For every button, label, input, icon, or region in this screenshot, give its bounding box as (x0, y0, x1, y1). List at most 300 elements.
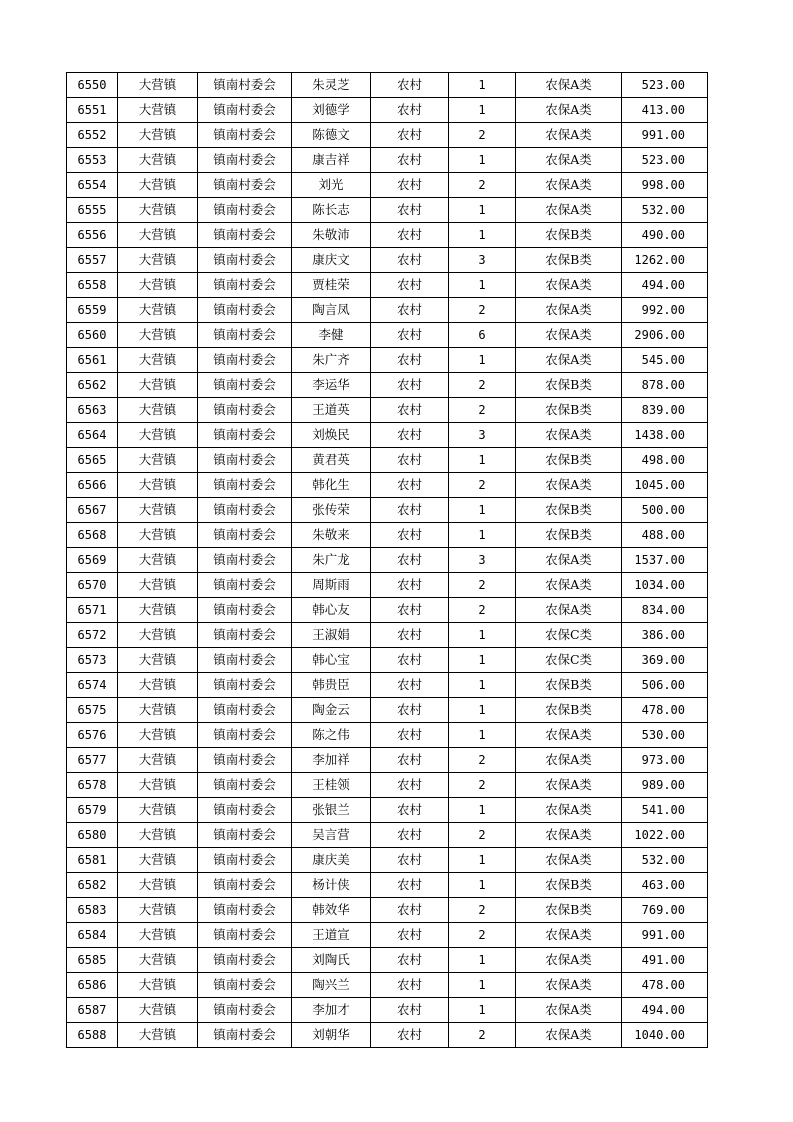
serial-number-cell: 6558 (67, 273, 118, 298)
household-count-cell: 2 (449, 1023, 516, 1048)
area-type-cell: 农村 (371, 848, 449, 873)
household-count-cell: 1 (449, 948, 516, 973)
town-cell: 大营镇 (118, 848, 198, 873)
serial-number-cell: 6550 (67, 73, 118, 98)
village-committee-cell: 镇南村委会 (198, 848, 292, 873)
household-count-cell: 1 (449, 348, 516, 373)
town-cell: 大营镇 (118, 198, 198, 223)
household-count-cell: 2 (449, 398, 516, 423)
serial-number-cell: 6583 (67, 898, 118, 923)
area-type-cell: 农村 (371, 498, 449, 523)
town-cell: 大营镇 (118, 798, 198, 823)
village-committee-cell: 镇南村委会 (198, 673, 292, 698)
town-cell: 大营镇 (118, 248, 198, 273)
name-cell: 刘朝华 (292, 1023, 371, 1048)
village-committee-cell: 镇南村委会 (198, 173, 292, 198)
town-cell: 大营镇 (118, 298, 198, 323)
town-cell: 大营镇 (118, 923, 198, 948)
serial-number-cell: 6553 (67, 148, 118, 173)
amount-cell: 488.00 (622, 523, 708, 548)
table-row (67, 448, 708, 473)
area-type-cell: 农村 (371, 698, 449, 723)
amount-cell: 541.00 (622, 798, 708, 823)
table-row (67, 798, 708, 823)
name-cell: 韩心友 (292, 598, 371, 623)
amount-cell: 878.00 (622, 373, 708, 398)
roster-table (66, 72, 708, 1048)
serial-number-cell: 6581 (67, 848, 118, 873)
table-row (67, 698, 708, 723)
village-committee-cell: 镇南村委会 (198, 723, 292, 748)
household-count-cell: 3 (449, 423, 516, 448)
name-cell: 张传荣 (292, 498, 371, 523)
area-type-cell: 农村 (371, 1023, 449, 1048)
serial-number-cell: 6563 (67, 398, 118, 423)
area-type-cell: 农村 (371, 323, 449, 348)
town-cell: 大营镇 (118, 523, 198, 548)
insurance-category-cell: 农保B类 (516, 248, 622, 273)
town-cell: 大营镇 (118, 498, 198, 523)
amount-cell: 1022.00 (622, 823, 708, 848)
serial-number-cell: 6564 (67, 423, 118, 448)
amount-cell: 839.00 (622, 398, 708, 423)
table-row (67, 273, 708, 298)
household-count-cell: 2 (449, 473, 516, 498)
name-cell: 刘陶氏 (292, 948, 371, 973)
amount-cell: 463.00 (622, 873, 708, 898)
insurance-category-cell: 农保A类 (516, 298, 622, 323)
area-type-cell: 农村 (371, 973, 449, 998)
table-row (67, 623, 708, 648)
name-cell: 朱广龙 (292, 548, 371, 573)
town-cell: 大营镇 (118, 998, 198, 1023)
town-cell: 大营镇 (118, 873, 198, 898)
town-cell: 大营镇 (118, 898, 198, 923)
household-count-cell: 2 (449, 773, 516, 798)
household-count-cell: 1 (449, 648, 516, 673)
area-type-cell: 农村 (371, 748, 449, 773)
serial-number-cell: 6573 (67, 648, 118, 673)
household-count-cell: 1 (449, 98, 516, 123)
household-count-cell: 1 (449, 273, 516, 298)
area-type-cell: 农村 (371, 248, 449, 273)
amount-cell: 523.00 (622, 73, 708, 98)
village-committee-cell: 镇南村委会 (198, 873, 292, 898)
amount-cell: 491.00 (622, 948, 708, 973)
household-count-cell: 1 (449, 973, 516, 998)
insurance-category-cell: 农保B类 (516, 448, 622, 473)
name-cell: 韩化生 (292, 473, 371, 498)
household-count-cell: 2 (449, 923, 516, 948)
area-type-cell: 农村 (371, 73, 449, 98)
table-row (67, 223, 708, 248)
insurance-category-cell: 农保A类 (516, 723, 622, 748)
table-row (67, 248, 708, 273)
name-cell: 陶兴兰 (292, 973, 371, 998)
insurance-category-cell: 农保A类 (516, 773, 622, 798)
serial-number-cell: 6556 (67, 223, 118, 248)
town-cell: 大营镇 (118, 823, 198, 848)
name-cell: 陶言凤 (292, 298, 371, 323)
name-cell: 朱广齐 (292, 348, 371, 373)
amount-cell: 413.00 (622, 98, 708, 123)
serial-number-cell: 6571 (67, 598, 118, 623)
table-row (67, 548, 708, 573)
amount-cell: 2906.00 (622, 323, 708, 348)
amount-cell: 834.00 (622, 598, 708, 623)
name-cell: 韩效华 (292, 898, 371, 923)
household-count-cell: 2 (449, 598, 516, 623)
household-count-cell: 1 (449, 998, 516, 1023)
serial-number-cell: 6555 (67, 198, 118, 223)
amount-cell: 989.00 (622, 773, 708, 798)
serial-number-cell: 6577 (67, 748, 118, 773)
area-type-cell: 农村 (371, 373, 449, 398)
serial-number-cell: 6567 (67, 498, 118, 523)
insurance-category-cell: 农保B类 (516, 873, 622, 898)
insurance-category-cell: 农保B类 (516, 498, 622, 523)
village-committee-cell: 镇南村委会 (198, 373, 292, 398)
name-cell: 王道宣 (292, 923, 371, 948)
insurance-category-cell: 农保B类 (516, 673, 622, 698)
village-committee-cell: 镇南村委会 (198, 948, 292, 973)
serial-number-cell: 6561 (67, 348, 118, 373)
table-row (67, 723, 708, 748)
amount-cell: 1034.00 (622, 573, 708, 598)
table-row (67, 123, 708, 148)
amount-cell: 506.00 (622, 673, 708, 698)
insurance-category-cell: 农保A类 (516, 548, 622, 573)
town-cell: 大营镇 (118, 173, 198, 198)
household-count-cell: 2 (449, 898, 516, 923)
name-cell: 康吉祥 (292, 148, 371, 173)
amount-cell: 494.00 (622, 998, 708, 1023)
insurance-category-cell: 农保A类 (516, 323, 622, 348)
serial-number-cell: 6588 (67, 1023, 118, 1048)
household-count-cell: 1 (449, 673, 516, 698)
village-committee-cell: 镇南村委会 (198, 148, 292, 173)
village-committee-cell: 镇南村委会 (198, 773, 292, 798)
area-type-cell: 农村 (371, 623, 449, 648)
household-count-cell: 2 (449, 373, 516, 398)
village-committee-cell: 镇南村委会 (198, 1023, 292, 1048)
table-row (67, 298, 708, 323)
serial-number-cell: 6574 (67, 673, 118, 698)
name-cell: 李加祥 (292, 748, 371, 773)
table-row (67, 923, 708, 948)
area-type-cell: 农村 (371, 423, 449, 448)
village-committee-cell: 镇南村委会 (198, 598, 292, 623)
table-row (67, 948, 708, 973)
name-cell: 李健 (292, 323, 371, 348)
amount-cell: 532.00 (622, 848, 708, 873)
insurance-category-cell: 农保B类 (516, 898, 622, 923)
name-cell: 贾桂荣 (292, 273, 371, 298)
table-row (67, 473, 708, 498)
area-type-cell: 农村 (371, 648, 449, 673)
insurance-category-cell: 农保A类 (516, 973, 622, 998)
household-count-cell: 1 (449, 798, 516, 823)
insurance-category-cell: 农保A类 (516, 598, 622, 623)
table-row (67, 323, 708, 348)
insurance-category-cell: 农保C类 (516, 623, 622, 648)
amount-cell: 769.00 (622, 898, 708, 923)
town-cell: 大营镇 (118, 648, 198, 673)
serial-number-cell: 6575 (67, 698, 118, 723)
insurance-category-cell: 农保A类 (516, 948, 622, 973)
table-row (67, 373, 708, 398)
insurance-category-cell: 农保B类 (516, 398, 622, 423)
serial-number-cell: 6566 (67, 473, 118, 498)
area-type-cell: 农村 (371, 598, 449, 623)
name-cell: 刘德学 (292, 98, 371, 123)
name-cell: 康庆美 (292, 848, 371, 873)
insurance-category-cell: 农保A类 (516, 148, 622, 173)
area-type-cell: 农村 (371, 173, 449, 198)
insurance-category-cell: 农保A类 (516, 798, 622, 823)
area-type-cell: 农村 (371, 273, 449, 298)
roster-table-body (67, 73, 708, 1048)
table-row (67, 398, 708, 423)
table-row (67, 598, 708, 623)
household-count-cell: 3 (449, 548, 516, 573)
town-cell: 大营镇 (118, 548, 198, 573)
area-type-cell: 农村 (371, 223, 449, 248)
area-type-cell: 农村 (371, 773, 449, 798)
amount-cell: 532.00 (622, 198, 708, 223)
serial-number-cell: 6557 (67, 248, 118, 273)
town-cell: 大营镇 (118, 323, 198, 348)
village-committee-cell: 镇南村委会 (198, 248, 292, 273)
insurance-category-cell: 农保A类 (516, 923, 622, 948)
town-cell: 大营镇 (118, 748, 198, 773)
table-row (67, 848, 708, 873)
name-cell: 黄君英 (292, 448, 371, 473)
area-type-cell: 农村 (371, 148, 449, 173)
area-type-cell: 农村 (371, 723, 449, 748)
insurance-category-cell: 农保A类 (516, 98, 622, 123)
serial-number-cell: 6565 (67, 448, 118, 473)
name-cell: 李运华 (292, 373, 371, 398)
name-cell: 韩心宝 (292, 648, 371, 673)
amount-cell: 386.00 (622, 623, 708, 648)
table-row (67, 148, 708, 173)
area-type-cell: 农村 (371, 573, 449, 598)
insurance-category-cell: 农保A类 (516, 198, 622, 223)
village-committee-cell: 镇南村委会 (198, 523, 292, 548)
village-committee-cell: 镇南村委会 (198, 798, 292, 823)
household-count-cell: 1 (449, 73, 516, 98)
insurance-category-cell: 农保B类 (516, 223, 622, 248)
name-cell: 张银兰 (292, 798, 371, 823)
town-cell: 大营镇 (118, 773, 198, 798)
household-count-cell: 2 (449, 823, 516, 848)
table-row (67, 498, 708, 523)
name-cell: 朱敬来 (292, 523, 371, 548)
table-row (67, 648, 708, 673)
household-count-cell: 1 (449, 698, 516, 723)
table-row (67, 1023, 708, 1048)
village-committee-cell: 镇南村委会 (198, 198, 292, 223)
name-cell: 康庆文 (292, 248, 371, 273)
serial-number-cell: 6551 (67, 98, 118, 123)
village-committee-cell: 镇南村委会 (198, 98, 292, 123)
area-type-cell: 农村 (371, 548, 449, 573)
serial-number-cell: 6579 (67, 798, 118, 823)
amount-cell: 369.00 (622, 648, 708, 673)
town-cell: 大营镇 (118, 123, 198, 148)
village-committee-cell: 镇南村委会 (198, 898, 292, 923)
village-committee-cell: 镇南村委会 (198, 73, 292, 98)
insurance-category-cell: 农保A类 (516, 423, 622, 448)
household-count-cell: 1 (449, 198, 516, 223)
household-count-cell: 3 (449, 248, 516, 273)
table-row (67, 73, 708, 98)
town-cell: 大营镇 (118, 73, 198, 98)
household-count-cell: 2 (449, 298, 516, 323)
table-row (67, 423, 708, 448)
town-cell: 大营镇 (118, 473, 198, 498)
serial-number-cell: 6568 (67, 523, 118, 548)
insurance-category-cell: 农保A类 (516, 748, 622, 773)
area-type-cell: 农村 (371, 923, 449, 948)
name-cell: 陈长志 (292, 198, 371, 223)
insurance-category-cell: 农保A类 (516, 73, 622, 98)
insurance-category-cell: 农保A类 (516, 848, 622, 873)
name-cell: 李加才 (292, 998, 371, 1023)
name-cell: 朱敬沛 (292, 223, 371, 248)
town-cell: 大营镇 (118, 423, 198, 448)
insurance-category-cell: 农保B类 (516, 698, 622, 723)
amount-cell: 498.00 (622, 448, 708, 473)
name-cell: 周斯雨 (292, 573, 371, 598)
table-row (67, 998, 708, 1023)
table-row (67, 348, 708, 373)
amount-cell: 494.00 (622, 273, 708, 298)
table-row (67, 898, 708, 923)
name-cell: 陶金云 (292, 698, 371, 723)
serial-number-cell: 6578 (67, 773, 118, 798)
town-cell: 大营镇 (118, 223, 198, 248)
name-cell: 杨计侠 (292, 873, 371, 898)
name-cell: 陈德文 (292, 123, 371, 148)
village-committee-cell: 镇南村委会 (198, 998, 292, 1023)
area-type-cell: 农村 (371, 873, 449, 898)
insurance-category-cell: 农保A类 (516, 473, 622, 498)
insurance-category-cell: 农保A类 (516, 273, 622, 298)
serial-number-cell: 6554 (67, 173, 118, 198)
insurance-category-cell: 农保B类 (516, 373, 622, 398)
town-cell: 大营镇 (118, 723, 198, 748)
village-committee-cell: 镇南村委会 (198, 548, 292, 573)
area-type-cell: 农村 (371, 948, 449, 973)
serial-number-cell: 6587 (67, 998, 118, 1023)
household-count-cell: 2 (449, 123, 516, 148)
amount-cell: 500.00 (622, 498, 708, 523)
name-cell: 王桂领 (292, 773, 371, 798)
table-row (67, 823, 708, 848)
insurance-category-cell: 农保A类 (516, 123, 622, 148)
household-count-cell: 1 (449, 448, 516, 473)
village-committee-cell: 镇南村委会 (198, 298, 292, 323)
name-cell: 刘焕民 (292, 423, 371, 448)
village-committee-cell: 镇南村委会 (198, 348, 292, 373)
village-committee-cell: 镇南村委会 (198, 123, 292, 148)
village-committee-cell: 镇南村委会 (198, 273, 292, 298)
name-cell: 刘光 (292, 173, 371, 198)
serial-number-cell: 6562 (67, 373, 118, 398)
serial-number-cell: 6586 (67, 973, 118, 998)
town-cell: 大营镇 (118, 1023, 198, 1048)
household-count-cell: 1 (449, 873, 516, 898)
town-cell: 大营镇 (118, 973, 198, 998)
area-type-cell: 农村 (371, 798, 449, 823)
insurance-category-cell: 农保A类 (516, 348, 622, 373)
serial-number-cell: 6582 (67, 873, 118, 898)
village-committee-cell: 镇南村委会 (198, 923, 292, 948)
household-count-cell: 1 (449, 723, 516, 748)
town-cell: 大营镇 (118, 448, 198, 473)
village-committee-cell: 镇南村委会 (198, 473, 292, 498)
amount-cell: 1537.00 (622, 548, 708, 573)
amount-cell: 478.00 (622, 698, 708, 723)
household-count-cell: 2 (449, 748, 516, 773)
amount-cell: 530.00 (622, 723, 708, 748)
table-row (67, 873, 708, 898)
amount-cell: 1262.00 (622, 248, 708, 273)
town-cell: 大营镇 (118, 273, 198, 298)
area-type-cell: 农村 (371, 898, 449, 923)
amount-cell: 1045.00 (622, 473, 708, 498)
town-cell: 大营镇 (118, 623, 198, 648)
insurance-category-cell: 农保A类 (516, 998, 622, 1023)
household-count-cell: 1 (449, 523, 516, 548)
amount-cell: 991.00 (622, 123, 708, 148)
name-cell: 陈之伟 (292, 723, 371, 748)
area-type-cell: 农村 (371, 198, 449, 223)
village-committee-cell: 镇南村委会 (198, 423, 292, 448)
area-type-cell: 农村 (371, 298, 449, 323)
village-committee-cell: 镇南村委会 (198, 973, 292, 998)
serial-number-cell: 6576 (67, 723, 118, 748)
household-count-cell: 1 (449, 498, 516, 523)
town-cell: 大营镇 (118, 573, 198, 598)
serial-number-cell: 6585 (67, 948, 118, 973)
area-type-cell: 农村 (371, 398, 449, 423)
insurance-category-cell: 农保A类 (516, 1023, 622, 1048)
amount-cell: 1438.00 (622, 423, 708, 448)
serial-number-cell: 6580 (67, 823, 118, 848)
insurance-category-cell: 农保A类 (516, 823, 622, 848)
serial-number-cell: 6552 (67, 123, 118, 148)
amount-cell: 1040.00 (622, 1023, 708, 1048)
amount-cell: 992.00 (622, 298, 708, 323)
area-type-cell: 农村 (371, 98, 449, 123)
household-count-cell: 6 (449, 323, 516, 348)
table-row (67, 98, 708, 123)
amount-cell: 490.00 (622, 223, 708, 248)
insurance-category-cell: 农保A类 (516, 173, 622, 198)
name-cell: 王淑娟 (292, 623, 371, 648)
area-type-cell: 农村 (371, 998, 449, 1023)
amount-cell: 523.00 (622, 148, 708, 173)
town-cell: 大营镇 (118, 98, 198, 123)
village-committee-cell: 镇南村委会 (198, 623, 292, 648)
serial-number-cell: 6572 (67, 623, 118, 648)
village-committee-cell: 镇南村委会 (198, 223, 292, 248)
table-row (67, 973, 708, 998)
table-row (67, 748, 708, 773)
